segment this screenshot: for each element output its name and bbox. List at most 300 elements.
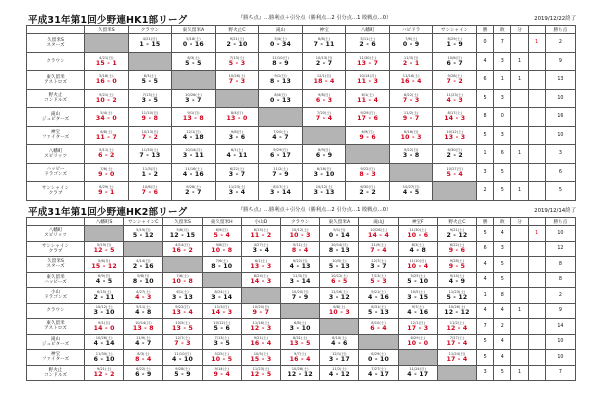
match-score: 13 - 4 [172,309,194,317]
match-score: 1 - 2 [141,170,159,178]
match-score: 6 - 3 [315,96,333,104]
team-name-cell [27,319,85,335]
match-score: 4 - 14 [93,340,115,348]
match-score: 15 - 3 [250,355,272,363]
match-date: 12/7(土) [371,258,386,263]
match-result-cell [128,163,172,182]
match-date: 6/8(土) [294,320,307,325]
match-date: 9/8(日) [215,243,228,248]
extra-count [528,241,545,257]
league-1-panel [26,10,576,201]
wins-count: 1 [476,145,493,164]
match-score: 14 - 3 [250,278,272,286]
match-result-cell [163,303,202,319]
draws-count: 1 [511,145,528,164]
points-value: 6 [545,163,575,182]
match-result-cell [85,182,129,201]
match-score: 5 - 5 [185,59,202,67]
match-date: 10/12(土) [315,185,333,190]
self-match-blank-cell [172,71,216,90]
self-match-blank-cell [433,182,477,201]
team-name-cell [27,126,85,145]
match-score: 9 - 7 [252,309,270,317]
team-name-line: ジュピターズ [41,341,70,347]
column-header: 東久留米A [172,26,216,34]
match-result-cell [128,182,172,201]
points-rule-note: 『勝ち点』…勝利点＋引分点（勝利点…2 引分点…1 敗戦点…0） [238,15,392,21]
match-score: 4 - 13 [289,262,311,270]
match-score: 9 - 6 [359,133,376,141]
draws-count [511,108,528,127]
match-date: 10/6(日) [142,185,158,190]
match-date: 6/22(土) [403,92,419,97]
match-result-cell [128,71,172,90]
match-date: 11/16(土) [402,74,420,79]
match-result-cell [241,226,280,242]
match-date: 8/17(土) [447,111,462,116]
extra-count [528,350,545,366]
match-date: 10/14(月) [134,320,152,325]
match-date: 7/13(土) [229,55,245,60]
match-result-cell [85,145,129,164]
match-result-cell [85,163,129,182]
match-result-cell [346,182,390,201]
extra-count [528,319,545,335]
team-name-line: 久留米S [47,37,64,43]
losses-count: 4 [494,350,511,366]
match-score: 4 - 10 [172,355,194,363]
team-name-cell [27,334,85,350]
points-value: 12 [545,241,575,257]
match-date: 9/7(土) [294,351,307,356]
points-value: 10 [545,334,575,350]
team-row [27,71,576,90]
match-score: 2 - 12 [446,231,468,239]
match-score: 6 - 2 [98,152,115,160]
match-score: 9 - 1 [98,189,115,197]
match-result-cell [437,226,476,242]
extra-count: 1 [528,34,545,53]
match-score: 4 - 5 [95,278,113,286]
extra-count: 1 [528,226,545,242]
match-result-cell [437,257,476,273]
match-score: 16 - 0 [95,78,117,86]
match-result-cell [398,257,437,273]
match-date: 8/17(土) [273,185,288,190]
match-date: 11/24(日) [409,367,427,372]
points-value: 13 [545,71,575,90]
self-match-blank-cell [389,163,433,182]
match-result-cell [163,365,202,381]
match-result-cell [85,71,129,90]
self-match-blank-cell [124,241,163,257]
match-score: 4 - 12 [328,371,350,379]
match-date: 11/2(土) [273,166,288,171]
match-result-cell [202,241,241,257]
match-date: 5/19(日) [96,243,112,248]
match-result-cell [215,126,259,145]
match-date: 11/9(土) [371,243,386,248]
team-name-cell [27,108,85,127]
match-score: 8 - 4 [135,355,152,363]
match-result-cell [320,350,359,366]
match-result-cell [215,52,259,71]
column-header: 勝ち点 [545,218,575,226]
team-name-cell [27,145,85,164]
match-result-cell [128,34,172,53]
match-date: 5/18(土) [186,37,201,42]
column-header: 八幡町S [85,218,124,226]
draws-count [511,89,528,108]
match-date: 8/10(土) [332,336,347,341]
wins-count: 5 [477,226,494,242]
match-result-cell [215,163,259,182]
match-score: 7 - 3 [174,340,191,348]
match-result-cell [202,350,241,366]
match-score: 3 - 4 [252,247,270,255]
wins-count: 1 [477,288,494,304]
match-result-cell [320,226,359,242]
points-value: 5 [545,182,575,201]
match-score: 10 - 8 [172,278,194,286]
match-score: 14 - 0 [93,324,115,332]
match-date: 9/22(日) [403,148,419,153]
match-score: 5 - 4 [446,170,463,178]
match-result-cell [163,272,202,288]
match-score: 9 - 7 [402,115,420,123]
match-score: 4 - 8 [409,247,426,255]
match-date: 9/7(土) [411,305,424,310]
match-score: 5 - 12 [446,293,468,301]
extra-count [528,52,545,71]
match-date: 10/27(日) [446,166,464,171]
match-result-cell [398,241,437,257]
team-name-line: ファイターズ [41,357,70,363]
draws-count [511,288,528,304]
league-2-panel [26,202,576,381]
team-name-cell [27,71,85,90]
match-result-cell [163,226,202,242]
team-name-line: 野火止 [48,367,63,373]
team-name-line: ハッピーズ [44,279,67,285]
match-result-cell [359,226,398,242]
match-date: 6/8(土) [100,129,113,134]
match-date: 10/12(土) [330,274,348,279]
match-score: 4 - 16 [368,293,390,301]
match-score: 10 - 3 [328,309,350,317]
match-score: 15 - 12 [91,262,117,270]
match-score: 10 - 6 [407,231,429,239]
team-name-line: スターズ [46,264,65,270]
match-date: 5/19(日) [136,227,151,232]
team-name-line: 八幡町 [48,148,63,154]
match-result-cell [437,272,476,288]
match-result-cell [172,163,216,182]
draws-count [511,350,528,366]
match-date: 11/16(土) [330,289,348,294]
match-score: 0 - 16 [182,41,204,49]
team-row [27,145,576,164]
match-result-cell [172,89,216,108]
match-result-cell [172,52,216,71]
self-match-blank-cell [163,257,202,273]
column-header: 久留米S [85,26,129,34]
match-date: 10/26(土) [291,367,309,372]
match-score: 2 - 7 [315,59,333,67]
match-date: 6/16(日) [403,129,419,134]
match-result-cell [359,319,398,335]
match-date: 9/28(土) [186,185,201,190]
match-result-cell [320,334,359,350]
match-score: 7 - 3 [402,96,420,104]
match-result-cell [85,241,124,257]
match-date: 11/30(土) [95,351,113,356]
match-result-cell [172,145,216,164]
column-header: 久留米S [163,218,202,226]
match-result-cell [172,182,216,201]
points-value: 10 [545,89,575,108]
match-score: 8 - 3 [359,170,376,178]
match-score: 3 - 14 [211,293,233,301]
match-date: 8/24(土) [214,289,229,294]
extra-count [528,365,545,381]
match-result-cell [202,303,241,319]
match-date: 7/6(土) [405,37,418,42]
match-score: 8 - 9 [272,59,289,67]
match-score: 4 - 8 [135,309,152,317]
wins-count: 3 [477,365,494,381]
match-date: 8/31(土) [371,305,386,310]
match-date: 6/29(土) [371,351,386,356]
column-header [27,26,85,34]
match-score: 8 - 13 [270,78,292,86]
column-header: クラウン [281,218,320,226]
match-date: 6/30(日) [360,185,375,190]
column-header [528,218,545,226]
match-score: 8 - 10 [211,262,233,270]
team-row [27,34,576,53]
wins-count: 6 [476,71,493,90]
losses-count: 0 [494,108,511,127]
match-score: 2 - 16 [132,262,154,270]
team-name-line: コンドルズ [44,98,67,104]
extra-count [528,89,545,108]
match-date: 6/1(土) [230,148,244,153]
match-score: 4 - 6 [331,340,348,348]
match-score: 18 - 4 [313,78,335,86]
match-score: 4 - 17 [407,371,429,379]
match-result-cell [124,257,163,273]
match-score: 5 - 3 [228,59,246,67]
match-score: 3 - 7 [185,96,202,104]
match-score: 5 - 10 [407,278,429,286]
match-result-cell [85,303,124,319]
match-date: 8/10(土) [371,320,386,325]
match-result-cell [215,34,259,53]
match-score: 4 - 7 [272,133,289,141]
points-value: 10 [545,350,575,366]
match-result-cell [163,241,202,257]
match-score: 9 - 6 [448,247,466,255]
match-result-cell [302,182,346,201]
losses-count: 4 [494,303,511,319]
match-result-cell [359,257,398,273]
match-date: 12/7(土) [175,336,190,341]
match-score: 11 - 3 [357,78,379,86]
points-value: 2 [545,288,575,304]
match-score: 7 - 2 [446,78,463,86]
league-standings-table [26,25,576,201]
match-result-cell [433,108,477,127]
match-result-cell [259,34,303,53]
team-name-line: クラブ [48,248,63,254]
match-result-cell [389,89,433,108]
match-score: 8 - 10 [132,278,154,286]
match-score: 5 - 9 [174,371,191,379]
match-date: 4/21(日) [142,37,158,42]
match-result-cell [433,89,477,108]
column-header: 滝山J [359,218,398,226]
self-match-blank-cell [302,126,346,145]
team-name-line: クラウン [46,308,65,314]
match-score: 4 - 5 [402,189,420,197]
draws-count [511,34,528,53]
column-header: 東久留米H [202,218,241,226]
match-date: 6/15(土) [96,289,112,294]
match-score: 9 - 8 [141,115,159,123]
match-result-cell [389,145,433,164]
match-result-cell [163,288,202,304]
points-value: 16 [545,108,575,127]
match-score: 2 - 10 [226,41,248,49]
match-date: 9/1(日) [274,74,287,79]
points-value: 9 [545,52,575,71]
match-result-cell [128,89,172,108]
team-row [27,288,576,304]
column-header: サンシャイン [433,26,477,34]
wins-count: 4 [477,303,494,319]
match-score: 12 - 5 [93,247,115,255]
match-result-cell [241,303,280,319]
team-name-line: スターズ [46,42,65,48]
match-score: 6 - 7 [446,59,463,67]
draws-count [511,226,528,242]
match-score: 10 - 0 [407,340,429,348]
column-header [27,218,85,226]
match-date: 7/20(土) [273,129,288,134]
match-result-cell [85,350,124,366]
points-value: 2 [545,34,575,53]
match-score: 4 - 16 [407,309,429,317]
match-score: 12 - 4 [446,324,468,332]
team-row [27,350,576,366]
match-date: 11/23(土) [252,367,270,372]
match-result-cell [398,272,437,288]
team-row [27,272,576,288]
losses-count: 3 [494,89,511,108]
match-score: 3 - 14 [270,189,292,197]
match-score: 7 - 6 [141,189,159,197]
match-result-cell [302,145,346,164]
team-name-cell [27,182,85,201]
match-result-cell [85,272,124,288]
match-score: 16 - 2 [172,247,194,255]
match-date: 11/30(土) [359,55,376,60]
match-date: 9/22(日) [175,305,190,310]
team-name-cell [27,350,85,366]
match-date: 10/12(土) [213,320,231,325]
match-score: 4 - 11 [226,152,248,160]
team-row [27,257,576,273]
match-score: 7 - 11 [313,41,335,49]
match-score: 4 - 18 [182,133,204,141]
match-date: 12/1(日) [186,129,201,134]
match-result-cell [128,108,172,127]
match-result-cell [215,108,259,127]
team-row [27,303,576,319]
match-date: 8/4(日) [274,92,287,97]
league-title: 平成31年第1回少野連HK2部リーグ [28,207,188,218]
self-match-blank-cell [128,52,172,71]
match-date: 9/21(土) [229,37,245,42]
league-end-date: 2019/12/22終了 [534,16,576,22]
header-row [27,26,576,34]
column-header: 神宝F [398,218,437,226]
match-score: 4 - 16 [182,170,204,178]
match-result-cell [124,288,163,304]
column-header [528,26,545,34]
match-result-cell [433,34,477,53]
self-match-blank-cell [320,319,359,335]
match-date: 7/20(土) [316,111,332,116]
self-match-blank-cell [259,108,303,127]
match-result-cell [202,257,241,273]
match-date: 9/21(土) [96,367,112,372]
extra-count [528,126,545,145]
match-score: 17 - 4 [446,355,468,363]
match-result-cell [346,52,390,71]
team-name-line: スピリッツ [44,233,67,239]
match-date: 7/6(土) [176,274,189,279]
match-score: 4 - 3 [135,293,152,301]
match-score: 13 - 8 [182,115,204,123]
match-score: 6 - 9 [315,152,333,160]
team-name-line: 小山 [50,290,61,296]
match-score: 0 - 10 [368,355,390,363]
match-date: 10/14(月) [330,243,348,248]
match-result-cell [259,163,303,182]
match-result-cell [202,288,241,304]
match-date: 6/22(土) [449,243,465,248]
match-result-cell [389,108,433,127]
match-date: 5/18(土) [99,74,114,79]
match-date: 6/22(土) [229,166,245,171]
team-name-line: クラウン [46,58,65,64]
match-date: 7/13(土) [371,274,386,279]
match-result-cell [281,288,320,304]
team-name-line: ハッピー [46,167,65,173]
self-match-blank-cell [85,34,129,53]
match-result-cell [172,108,216,127]
match-date: 6/22(土) [136,367,151,372]
match-result-cell [437,350,476,366]
column-header: 小山D [241,218,280,226]
match-date: 10/26(土) [185,92,202,97]
match-score: 7 - 4 [370,247,387,255]
match-result-cell [85,319,124,335]
match-score: 7 - 9 [291,293,309,301]
team-name-line: 滝山 [50,336,61,342]
